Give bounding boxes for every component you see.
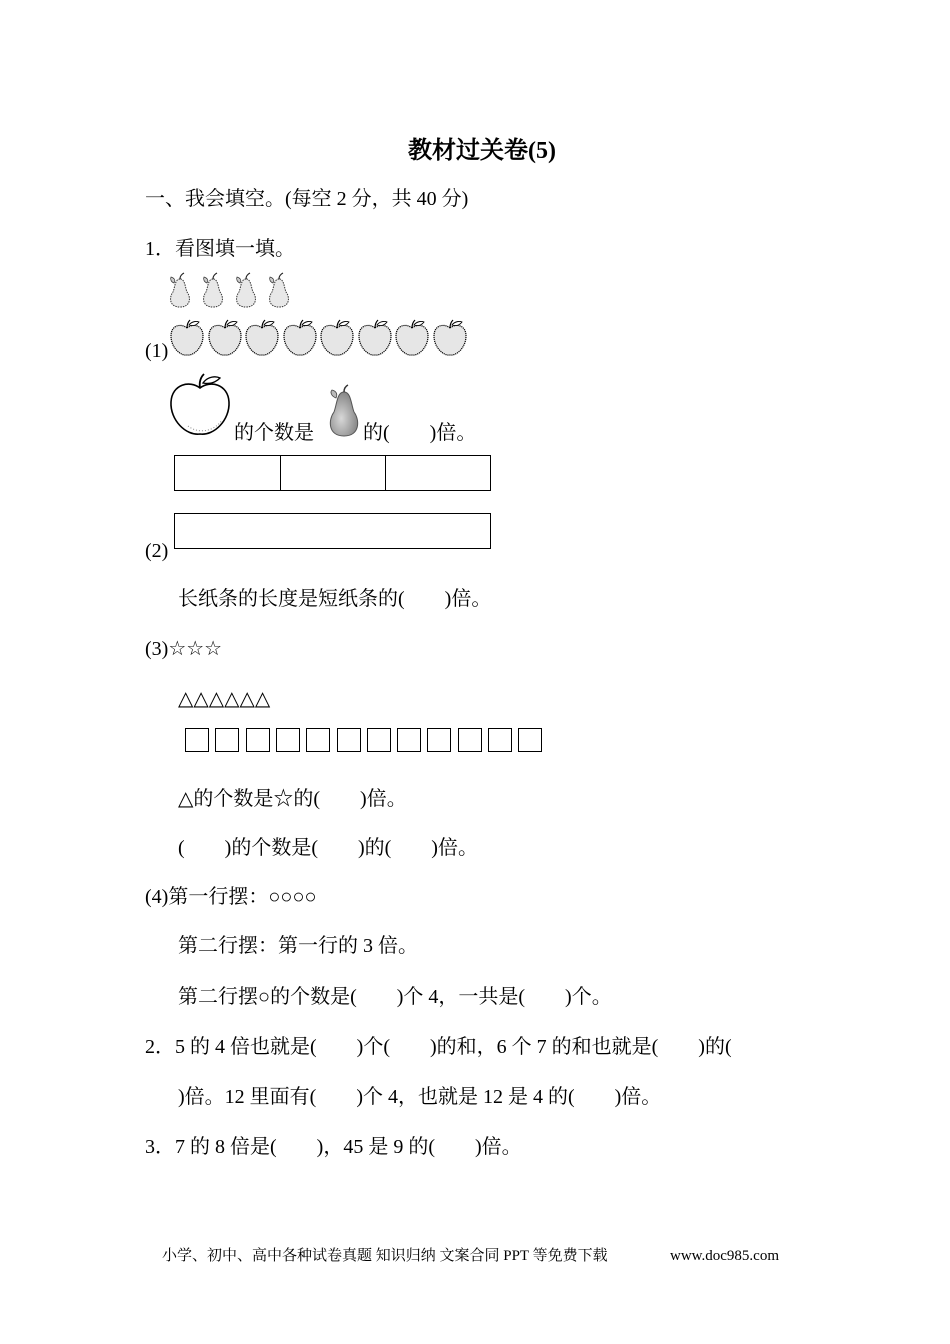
footer-url: www.doc985.com bbox=[670, 1248, 780, 1264]
apple-icon bbox=[208, 320, 242, 356]
short-strip-row bbox=[174, 455, 491, 491]
square-shape bbox=[397, 728, 421, 752]
question-2-line-1: 2．5 的 4 倍也就是( )个( )的和，6 个 7 的和也就是( )的( bbox=[145, 1036, 732, 1058]
square-shape bbox=[246, 728, 270, 752]
square-shape bbox=[215, 728, 239, 752]
compare-text-a: 的个数是 bbox=[234, 422, 314, 444]
section-heading: 一、我会填空。(每空 2 分，共 40 分) bbox=[145, 188, 469, 210]
apple-icon bbox=[395, 320, 429, 356]
question-1-label: 1．看图填一填。 bbox=[145, 238, 295, 260]
part-4-line-2: 第二行摆：第一行的 3 倍。 bbox=[178, 935, 418, 957]
strip-divider bbox=[280, 456, 281, 490]
apple-icon bbox=[320, 320, 354, 356]
pear-icon bbox=[201, 273, 225, 309]
part-4-line-3: 第二行摆○的个数是( )个 4，一共是( )个。 bbox=[178, 986, 612, 1008]
pear-icon bbox=[267, 273, 291, 309]
pear-icon bbox=[168, 273, 192, 309]
triangles-row: △△△△△△ bbox=[178, 688, 271, 710]
compare-text-b: 的( )倍。 bbox=[363, 422, 477, 444]
page-title: 教材过关卷(5) bbox=[408, 138, 556, 164]
apple-icon bbox=[245, 320, 279, 356]
square-shape bbox=[427, 728, 451, 752]
part-1-label: (1) bbox=[145, 340, 169, 362]
square-shape bbox=[337, 728, 361, 752]
square-shape bbox=[518, 728, 542, 752]
part-3-stars: (3)☆☆☆ bbox=[145, 638, 223, 660]
square-shape bbox=[367, 728, 391, 752]
part-2-label: (2) bbox=[145, 540, 169, 562]
apple-icon bbox=[170, 320, 204, 356]
part-3-question-1: △的个数是☆的( )倍。 bbox=[178, 788, 407, 810]
long-strip bbox=[174, 513, 491, 549]
apple-icon bbox=[168, 374, 232, 438]
apple-icon bbox=[283, 320, 317, 356]
square-shape bbox=[488, 728, 512, 752]
square-shape bbox=[276, 728, 300, 752]
square-shape bbox=[185, 728, 209, 752]
square-shape bbox=[306, 728, 330, 752]
square-shape bbox=[458, 728, 482, 752]
pear-icon bbox=[326, 384, 362, 438]
apple-icon bbox=[433, 320, 467, 356]
footer-text: 小学、初中、高中各种试卷真题 知识归纳 文案合同 PPT 等免费下载 bbox=[162, 1248, 608, 1264]
question-2-line-2: )倍。12 里面有( )个 4，也就是 12 是 4 的( )倍。 bbox=[178, 1086, 662, 1108]
part-4-line-1: (4)第一行摆：○○○○ bbox=[145, 886, 317, 908]
question-3-line-1: 3．7 的 8 倍是( )，45 是 9 的( )倍。 bbox=[145, 1136, 522, 1158]
strip-divider bbox=[385, 456, 386, 490]
pear-icon bbox=[234, 273, 258, 309]
part-3-question-2: ( )的个数是( )的( )倍。 bbox=[178, 837, 478, 859]
strip-question: 长纸条的长度是短纸条的( )倍。 bbox=[178, 588, 492, 610]
apple-icon bbox=[358, 320, 392, 356]
